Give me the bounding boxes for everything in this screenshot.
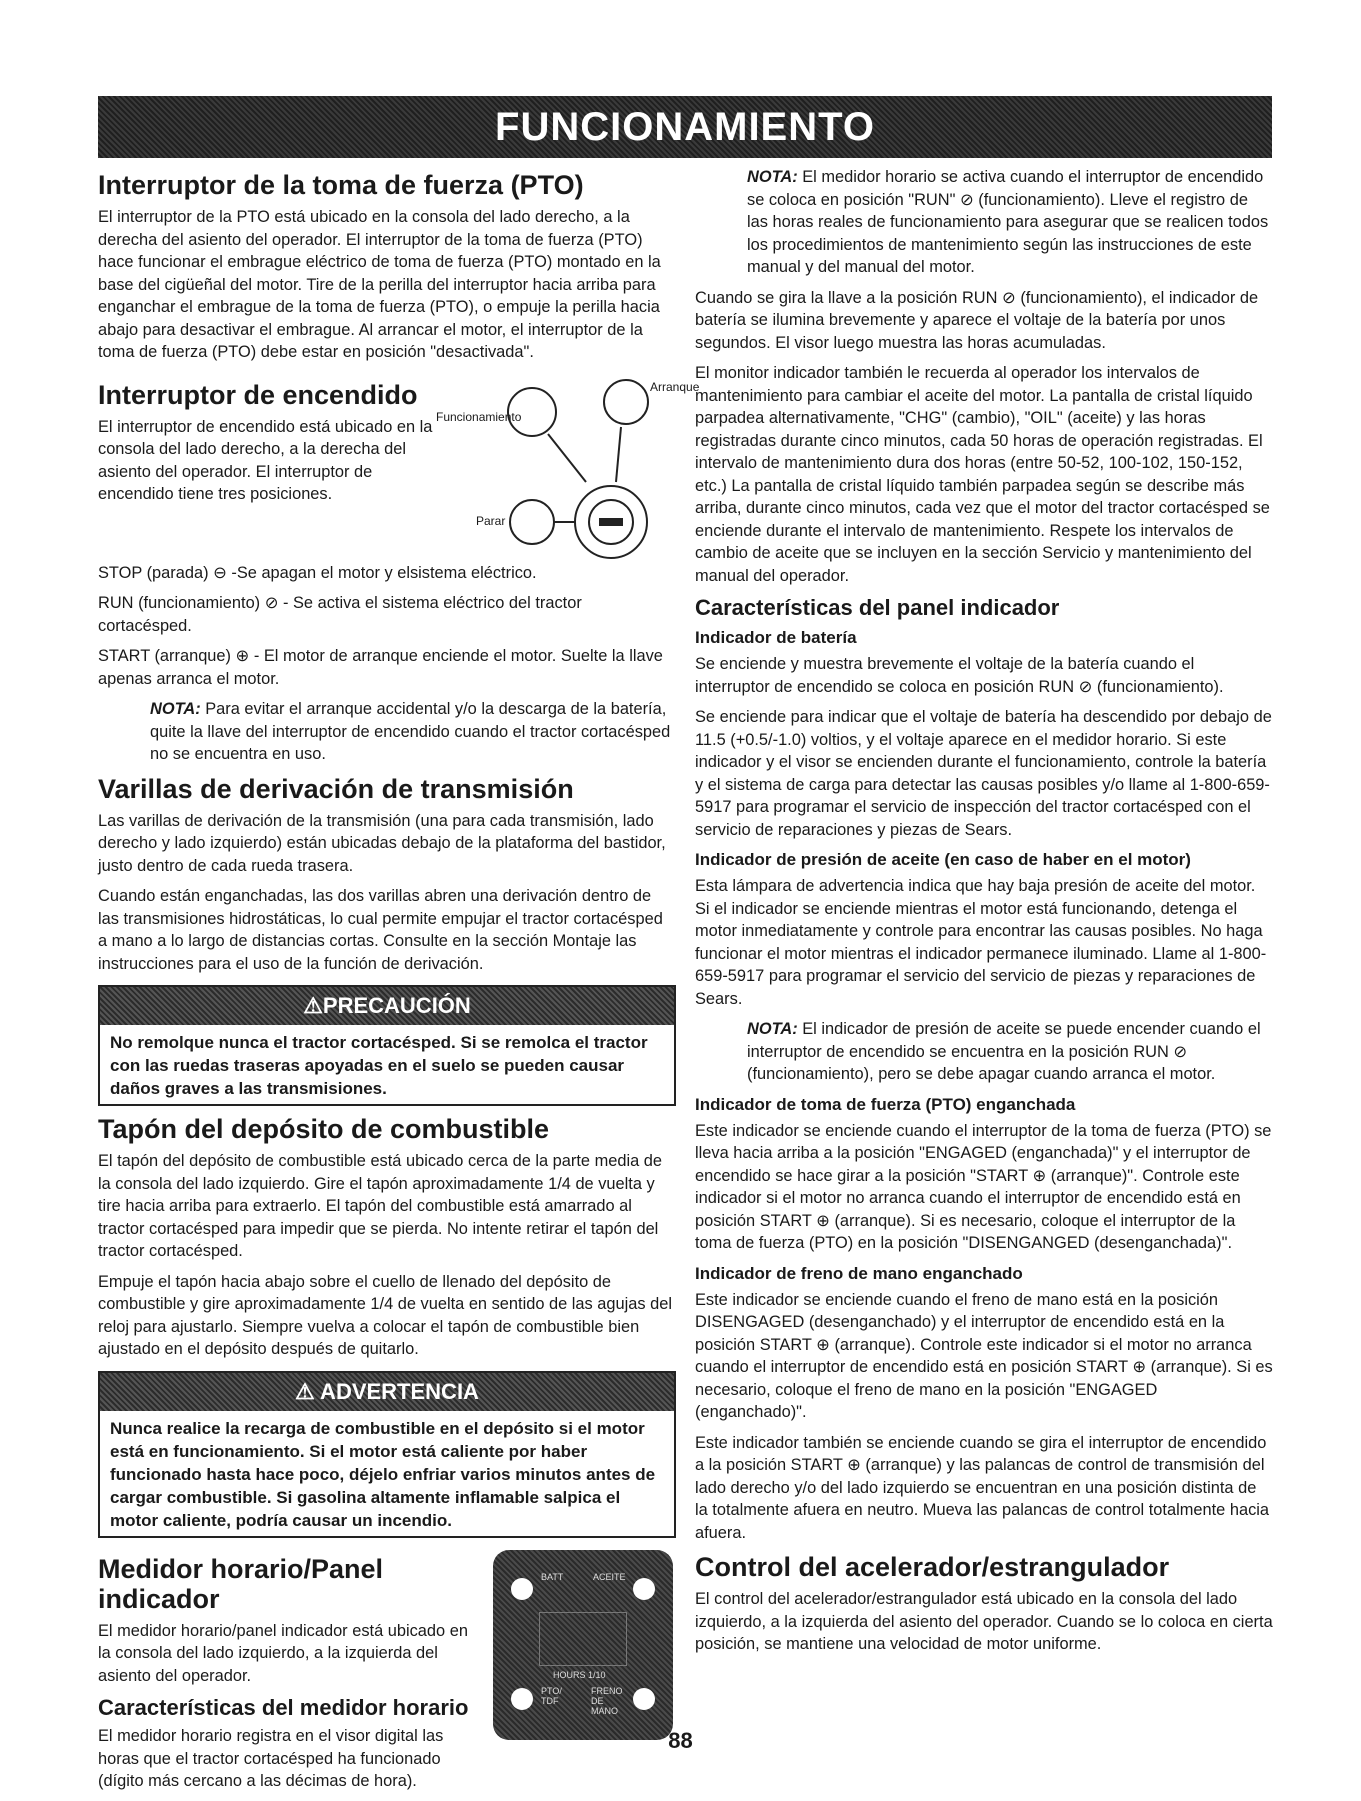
- parking-brake-text-2: Este indicador también se enciende cuando se gira el interruptor de encendido a la posición START ⊕ (arranque) y las palancas de control de transmisión del lado derecho y/o del lado izquierdo se encuentran en una posición distinta de la totalmente afuera en neutro. Mueva las palancas de control totalmente hacia afuera.: [695, 1433, 1270, 1542]
- throttle-heading: Control del acelerador/estrangulador: [695, 1552, 1170, 1582]
- oil-pressure-note: [747, 1018, 1273, 1086]
- ignition-stop-text: STOP (parada) ⊖ -Se apagan el motor y elsistema eléctrico.: [98, 563, 537, 582]
- caution-box: [98, 985, 676, 1106]
- battery-indicator-heading: Indicador de batería: [695, 628, 857, 647]
- hourmeter-section: [98, 1546, 676, 1801]
- ignition-switch-figure: [436, 372, 700, 562]
- brake-light: [633, 1688, 655, 1710]
- lcd-caption: HOURS 1/10: [553, 1669, 606, 1680]
- pto-switch-heading: Interruptor de la toma de fuerza (PTO): [98, 170, 584, 200]
- maintenance-reminder-text: El monitor indicador también le recuerda al operador los intervalos de mantenimiento para cambiar el aceite del motor. La pantalla de cristal líquido parpadea alternativamente, "CHG" (cambio), "OIL" (aceite) y las horas registradas durante cinco minutos, cada 50 horas de operación registradas. El intervalo de mantenimiento dura dos horas (entre 50-52, 100-102, 150-152, etc.) La pantalla de cristal líquido también parpadea según se describe más arriba, durante cinco minutos, cada vez que el motor del tractor cortacésped se enciende durante el intervalo de mantenimiento. Respete los intervalos de cambio de aceite que se incluyen en la sección Servicio y mantenimiento del manual del operador.: [695, 364, 1270, 585]
- parking-brake-heading: Indicador de freno de mano enganchado: [695, 1263, 1023, 1283]
- ignition-run-text: RUN (funcionamiento) ⊘ - Se activa el sistema eléctrico del tractor cortacésped.: [98, 594, 582, 635]
- pto-indicator-text: Este indicador se enciende cuando el interruptor de la toma de fuerza (PTO) se lleva hacia arriba a la posición "ENGAGED (enganchada)" y el interruptor de encendido se hace girar a la posición "START ⊕ (arranque)". Controle este indicador si el motor no arranca cuando el interruptor de encendido está en posición START ⊕ (arranque). Si es necesario, coloque el interruptor de la toma de fuerza (PTO) en la posición "DISENGANGED (desenganchada)".: [695, 1121, 1272, 1252]
- oil-caption: ACEITE: [593, 1571, 626, 1582]
- pto-switch-text: El interruptor de la PTO está ubicado en la consola del lado derecho, a la derecha del asiento del operador. El interruptor de la toma de fuerza (PTO) hace funcionar el embrague eléctrico de toma de fuerza (PTO) montado en la base del cigüeñal del motor. Tire de la perilla del interruptor hacia arriba para enganchar el embrague de la toma de fuerza (PTO), o empuje la perilla hacia abajo para desactivar el embrague. Al arrancar el motor, el interruptor de la toma de fuerza (PTO) debe estar en posición "desactivada".: [98, 208, 661, 361]
- bypass-text-1: Las varillas de derivación de la transmisión (una para cada transmisión, lado derecho y lado izquierdo) están ubicadas debajo de la plataforma del bastidor, justo dentro de cada rueda trasera.: [98, 811, 666, 875]
- start-label: Arranque: [650, 379, 700, 394]
- pto-indicator-heading: Indicador de toma de fuerza (PTO) enganchada: [695, 1094, 1076, 1114]
- note-label: NOTA:: [747, 168, 798, 186]
- note-text: El medidor horario se activa cuando el interruptor de encendido se coloca en posición "RUN" ⊘ (funcionamiento). Lleve el registro de las horas reales de funcionamiento para asegurar que se realicen todos los procedimientos de mantenimiento según las instrucciones de este manual y del manual del motor.: [747, 168, 1269, 276]
- right-column: [695, 170, 1273, 1664]
- run-label: Funcionamiento: [436, 409, 522, 424]
- oil-pressure-text: Esta lámpara de advertencia indica que hay baja presión de aceite del motor. Si el indicador se enciende mientras el motor está funcionando, detenga el motor inmediatamente y controle para encontrar las causas posibles. No haga funcionar el motor mientras el indicador permanece iluminado. Llame al 1-800-659-5917 para programar el servicio del servicio de piezas y reparaciones de Sears.: [695, 877, 1267, 1008]
- ignition-switch-drawing: [436, 372, 676, 562]
- warning-box: [98, 1371, 676, 1538]
- hourmeter-note: [747, 166, 1273, 279]
- hourmeter-features-heading: Características del medidor horario: [98, 1695, 469, 1720]
- note-label: NOTA:: [747, 1020, 798, 1038]
- brake-caption: FRENO DE MANO: [591, 1685, 623, 1716]
- note-text: El indicador de presión de aceite se puede encender cuando el interruptor de encendido se encuentra en la posición RUN ⊘ (funcionamiento), pero se debe apagar cuando arranca el motor.: [747, 1020, 1261, 1083]
- fuel-cap-text-1: El tapón del depósito de combustible está ubicado cerca de la parte media de la consola del lado izquierdo. Gire el tapón aproximadamente 1/4 de vuelta y tire hacia arriba para extraerlo. El tapón del combustible está amarrado al tractor cortacésped para impedir que se pierda. No intente retirar el tapón del tractor cortacésped.: [98, 1152, 663, 1260]
- caution-heading: ⚠PRECAUCIÓN: [100, 987, 674, 1025]
- hourmeter-heading: Medidor horario/Panel indicador: [98, 1553, 384, 1614]
- indicator-panel-image: [493, 1550, 673, 1740]
- batt-caption: BATT: [541, 1571, 564, 1582]
- pto-caption: PTO/ TDF: [541, 1685, 562, 1706]
- note-label: NOTA:: [150, 700, 201, 718]
- note-text: Para evitar el arranque accidental y/o la descarga de la batería, quite la llave del interruptor de encendido cuando el tractor cortacésped no se encuentra en uso.: [150, 700, 671, 763]
- page-number: 88: [668, 1728, 693, 1753]
- fuel-cap-text-2: Empuje el tapón hacia abajo sobre el cuello de llenado del depósito de combustible y gire aproximadamente 1/4 de vuelta en sentido de las agujas del reloj para ajustarlo. Siempre vuelva a colocar el tapón de combustible bien ajustado en el depósito después de quitarlo.: [98, 1272, 673, 1358]
- battery-light: [511, 1578, 533, 1600]
- caution-text: No remolque nunca el tractor cortacésped. Si se remolca el tractor con las ruedas traseras apoyadas en el suelo se pueden causar daños graves a las transmisiones.: [110, 1033, 648, 1098]
- ignition-note: [150, 698, 676, 766]
- hourmeter-text: El medidor horario/panel indicador está ubicado en la consola del lado izquierdo, a la izquierda del asiento del operador.: [98, 1621, 468, 1685]
- ignition-section: [98, 372, 700, 562]
- fuel-cap-heading: Tapón del depósito de combustible: [98, 1114, 550, 1144]
- battery-indicator-text-1: Se enciende y muestra brevemente el voltaje de la batería cuando el interruptor de encendido se coloca en posición RUN ⊘ (funcionamiento).: [695, 655, 1224, 696]
- hourmeter-display: [539, 1612, 627, 1666]
- ignition-start-text: START (arranque) ⊕ - El motor de arranque enciende el motor. Suelte la llave apenas arranca el motor.: [98, 647, 663, 688]
- oil-pressure-heading: Indicador de presión de aceite (en caso de haber en el motor): [695, 850, 1191, 869]
- hourmeter-features-text: El medidor horario registra en el visor digital las horas que el tractor cortacésped ha funcionado (dígito más cercano a las décimas de hora).: [98, 1727, 444, 1790]
- throttle-text: El control del acelerador/estrangulador está ubicado en la consola del lado izquierdo, a la izquierda del asiento del operador. Cuando se lo coloca en cierta posición, se mantiene una velocidad de motor uniforme.: [695, 1590, 1273, 1653]
- panel-features-heading: Características del panel indicador: [695, 595, 1060, 620]
- stop-label: Parar: [476, 513, 506, 528]
- oil-light: [633, 1578, 655, 1600]
- ignition-heading: Interruptor de encendido: [98, 379, 418, 410]
- pto-light: [511, 1688, 533, 1710]
- banner-title: FUNCIONAMIENTO: [495, 104, 875, 149]
- warning-heading: ⚠ ADVERTENCIA: [100, 1373, 674, 1411]
- bypass-heading: Varillas de derivación de transmisión: [98, 773, 574, 804]
- section-banner: [98, 96, 1272, 158]
- ignition-text: El interruptor de encendido está ubicado en la consola del lado derecho, a la derecha del asiento del operador. El interruptor de encendido tiene tres posiciones.: [98, 417, 433, 503]
- run-position-text: Cuando se gira la llave a la posición RUN ⊘ (funcionamiento), el indicador de batería se ilumina brevemente y aparece el voltaje de la batería por unos segundos. El visor luego muestra las horas acumuladas.: [695, 288, 1259, 352]
- parking-brake-text-1: Este indicador se enciende cuando el freno de mano está en la posición DISENGAGED (desenganchado) y el interruptor de encendido está en la posición START ⊕ (arranque). Controle este indicador si el motor no arranca cuando el interruptor de encendido está en posición START ⊕ (arranque). Si es necesario, coloque el freno de mano en la posición "ENGAGED (enganchado)".: [695, 1290, 1273, 1421]
- bypass-text-2: Cuando están enganchadas, las dos varillas abren una derivación dentro de las transmisiones hidrostáticas, lo cual permite empujar el tractor cortacésped a mano a lo largo de distancias cortas. Consulte en la sección Montaje las instrucciones para el uso de la función de derivación.: [98, 887, 663, 973]
- battery-indicator-text-2: Se enciende para indicar que el voltaje de batería ha descendido por debajo de 11.5 (+0.5/-1.0) voltios, y el voltaje aparece en el medidor horario. Si este indicador y el visor se encienden durante el funcionamiento, controle la batería y el sistema de carga para detectar las causas posibles y/o llame al 1-800-659-5917 para programar el servicio de inspección del tractor cortacésped con el servicio de reparaciones y piezas de Sears.: [695, 708, 1272, 839]
- warning-text: Nunca realice la recarga de combustible en el depósito si el motor está en funcionamiento. Si el motor está caliente por haber funcionado hasta hace poco, déjelo enfriar varios minutos antes de cargar combustible. Si gasolina altamente inflamable salpica el motor caliente, podría causar un incendio.: [110, 1418, 656, 1530]
